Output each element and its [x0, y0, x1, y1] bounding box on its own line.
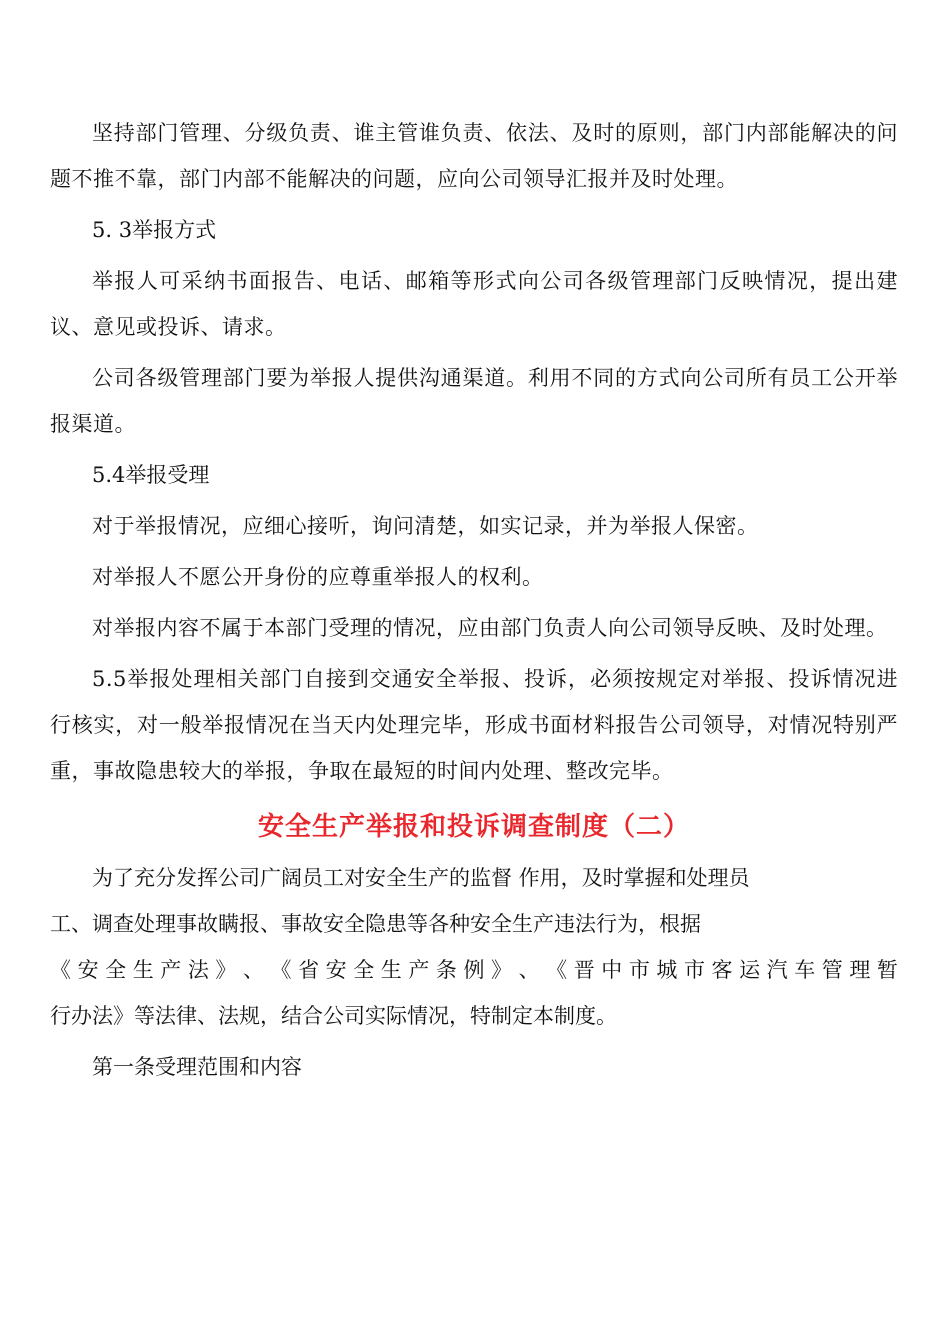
intro-char: 管: [821, 958, 843, 982]
intro-line-2: 工、调查处理事故瞒报、事故安全隐患等各种安全生产违法行为，根据: [50, 912, 701, 936]
intro-char: 省: [298, 958, 320, 982]
intro-char: 法: [187, 958, 209, 982]
intro-char: 城: [656, 958, 678, 982]
paragraph-principle: 坚持部门管理、分级负责、谁主管谁负责、依法、及时的原则，部门内部能解决的问题不推不靠，部门内部不能解决的问题，应向公司领导汇报并及时处理。: [50, 121, 898, 191]
section-title-two: 安全生产举报和投诉调查制度（二）: [257, 812, 690, 842]
intro-char: 全: [353, 958, 375, 982]
intro-line-3: [50, 947, 898, 993]
intro-char: 例: [463, 958, 485, 982]
intro-char: 全: [105, 958, 127, 982]
article-heading-1: 第一条受理范围和内容: [92, 1055, 302, 1079]
intro-char: 《: [50, 958, 71, 982]
intro-char: 安: [77, 958, 99, 982]
intro-char: 、: [242, 958, 264, 982]
intro-char: 生: [132, 958, 154, 982]
paragraph-anonymous: 对举报人不愿公开身份的应尊重举报人的权利。: [92, 565, 544, 589]
intro-char: 理: [849, 958, 871, 982]
intro-char: 》: [215, 958, 237, 982]
intro-line-1: 为了充分发挥公司广阔员工对安全生产的监督 作用，及时掌握和处理员: [92, 866, 750, 890]
intro-char: 市: [683, 958, 705, 982]
intro-char: 《: [546, 958, 568, 982]
intro-line-4: 行办法》等法律、法规，结合公司实际情况，特制定本制度。: [50, 1004, 617, 1028]
intro-char: 《: [270, 958, 292, 982]
intro-char: 生: [380, 958, 402, 982]
intro-char: 客: [711, 958, 733, 982]
paragraph-not-department: 对举报内容不属于本部门受理的情况，应由部门负责人向公司领导反映、及时处理。: [92, 616, 888, 640]
intro-char: 暂: [876, 958, 898, 982]
intro-char: 产: [408, 958, 430, 982]
document-page: [50, 110, 898, 1090]
paragraph-accept-listen: 对于举报情况，应细心接听，询问清楚，如实记录，并为举报人保密。: [92, 514, 759, 538]
intro-char: 中: [601, 958, 623, 982]
paragraph-report-methods: 举报人可采纳书面报告、电话、邮箱等形式向公司各级管理部门反映情况，提出建议、意见或投诉、请求。: [50, 269, 898, 339]
paragraph-channels: 公司各级管理部门要为举报人提供沟通渠道。利用不同的方式向公司所有员工公开举报渠道。: [50, 366, 898, 436]
paragraph-5-5-handling: 5.5举报处理相关部门自接到交通安全举报、投诉，必须按规定对举报、投诉情况进行核实，对一般举报情况在当天内处理完毕，形成书面材料报告公司领导，对情况特别严重，事故隐患较大的举报，争取在最短的时间内处理、整改完毕。: [50, 667, 898, 783]
intro-char: 晋: [573, 958, 595, 982]
intro-char: 产: [160, 958, 182, 982]
intro-char: 运: [739, 958, 761, 982]
intro-char: 条: [435, 958, 457, 982]
intro-char: 、: [518, 958, 540, 982]
intro-char: 汽: [766, 958, 788, 982]
intro-char: 市: [628, 958, 650, 982]
section-heading-5-3: 5. 3举报方式: [92, 218, 217, 242]
intro-char: 》: [491, 958, 512, 982]
intro-char: 车: [794, 958, 816, 982]
section-heading-5-4: 5.4举报受理: [92, 463, 210, 487]
intro-char: 安: [325, 958, 347, 982]
